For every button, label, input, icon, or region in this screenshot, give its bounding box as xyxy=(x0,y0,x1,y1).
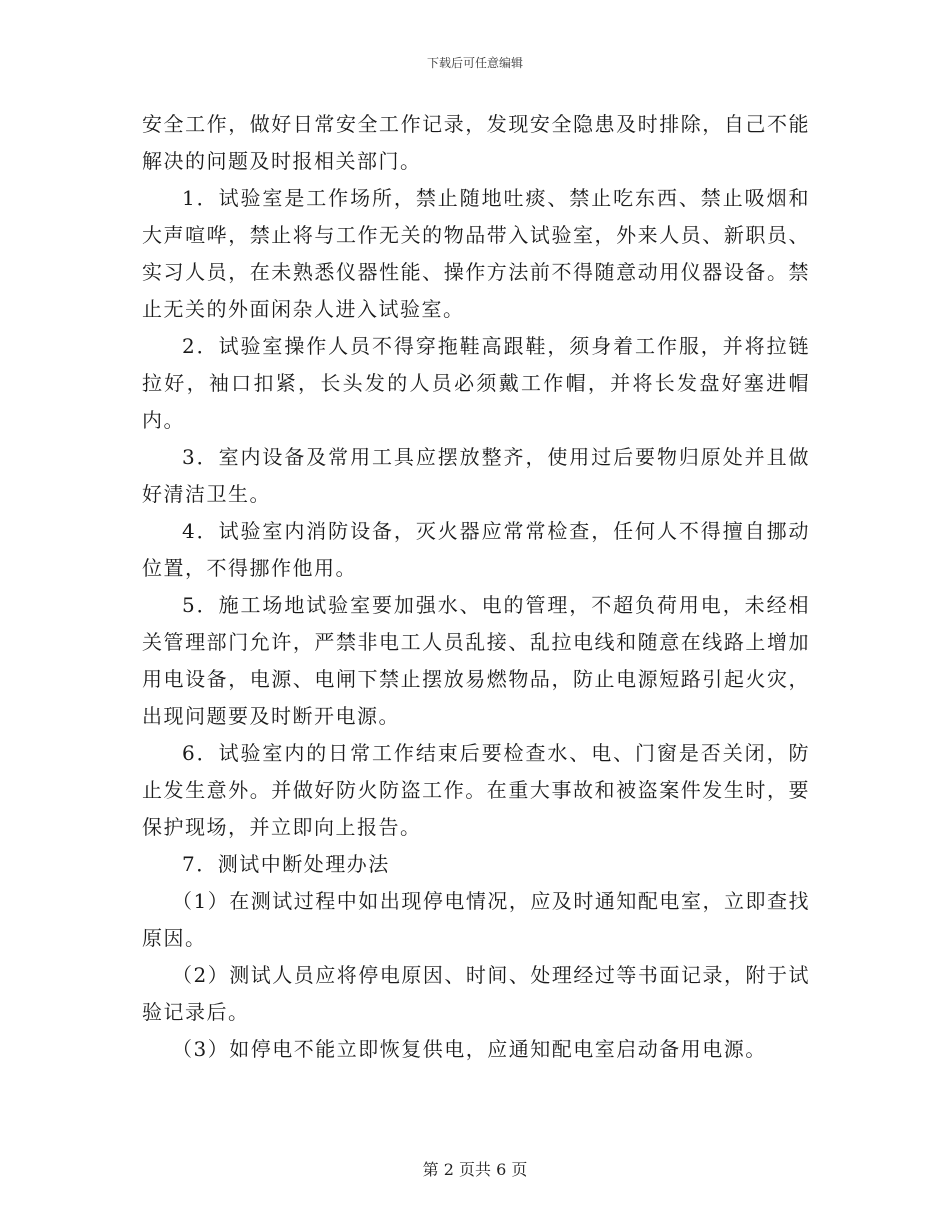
paragraph-rule-3: 3．室内设备及常用工具应摆放整齐，使用过后要物归原处并且做好清洁卫生。 xyxy=(142,445,810,506)
paragraph-rule-6: 6．试验室内的日常工作结束后要检查水、电、门窗是否关闭，防止发生意外。并做好防火防盗工作。在重大事故和被盗案件发生时，要保护现场，并立即向上报告。 xyxy=(142,741,810,839)
page-number-footer: 第 2 页共 6 页 xyxy=(422,1160,528,1179)
paragraph-intro: 安全工作，做好日常安全工作记录，发现安全隐患及时排除，自己不能解决的问题及时报相关部门。 xyxy=(142,112,810,173)
paragraph-sub-item-1: （1）在测试过程中如出现停电情况，应及时通知配电室，立即查找原因。 xyxy=(142,889,810,950)
paragraph-rule-4: 4．试验室内消防设备，灭火器应常常检查，任何人不得擅自挪动位置，不得挪作他用。 xyxy=(142,519,810,580)
paragraph-rule-7-heading: 7．测试中断处理办法 xyxy=(182,852,390,876)
paragraph-sub-item-3: （3）如停电不能立即恢复供电，应通知配电室启动备用电源。 xyxy=(172,1037,767,1061)
paragraph-sub-item-2: （2）测试人员应将停电原因、时间、处理经过等书面记录，附于试验记录后。 xyxy=(142,963,810,1024)
paragraph-rule-1: 1．试验室是工作场所，禁止随地吐痰、禁止吃东西、禁止吸烟和大声喧哗，禁止将与工作无关的物品带入试验室，外来人员、新职员、实习人员，在未熟悉仪器性能、操作方法前不得随意动用仪器设备。禁止无关的外面闲杂人进入试验室。 xyxy=(142,186,810,321)
document-body xyxy=(142,106,810,1068)
page-header: 下载后可任意编辑 xyxy=(426,56,523,70)
paragraph-rule-5: 5．施工场地试验室要加强水、电的管理，不超负荷用电，未经相关管理部门允许，严禁非电工人员乱接、乱拉电线和随意在线路上增加用电设备，电源、电闸下禁止摆放易燃物品，防止电源短路引起火灾，出现问题要及时断开电源。 xyxy=(142,593,810,728)
paragraph-rule-2: 2．试验室操作人员不得穿拖鞋高跟鞋，须身着工作服，并将拉链拉好，袖口扣紧，长头发的人员必须戴工作帽，并将长发盘好塞进帽内。 xyxy=(142,334,810,432)
